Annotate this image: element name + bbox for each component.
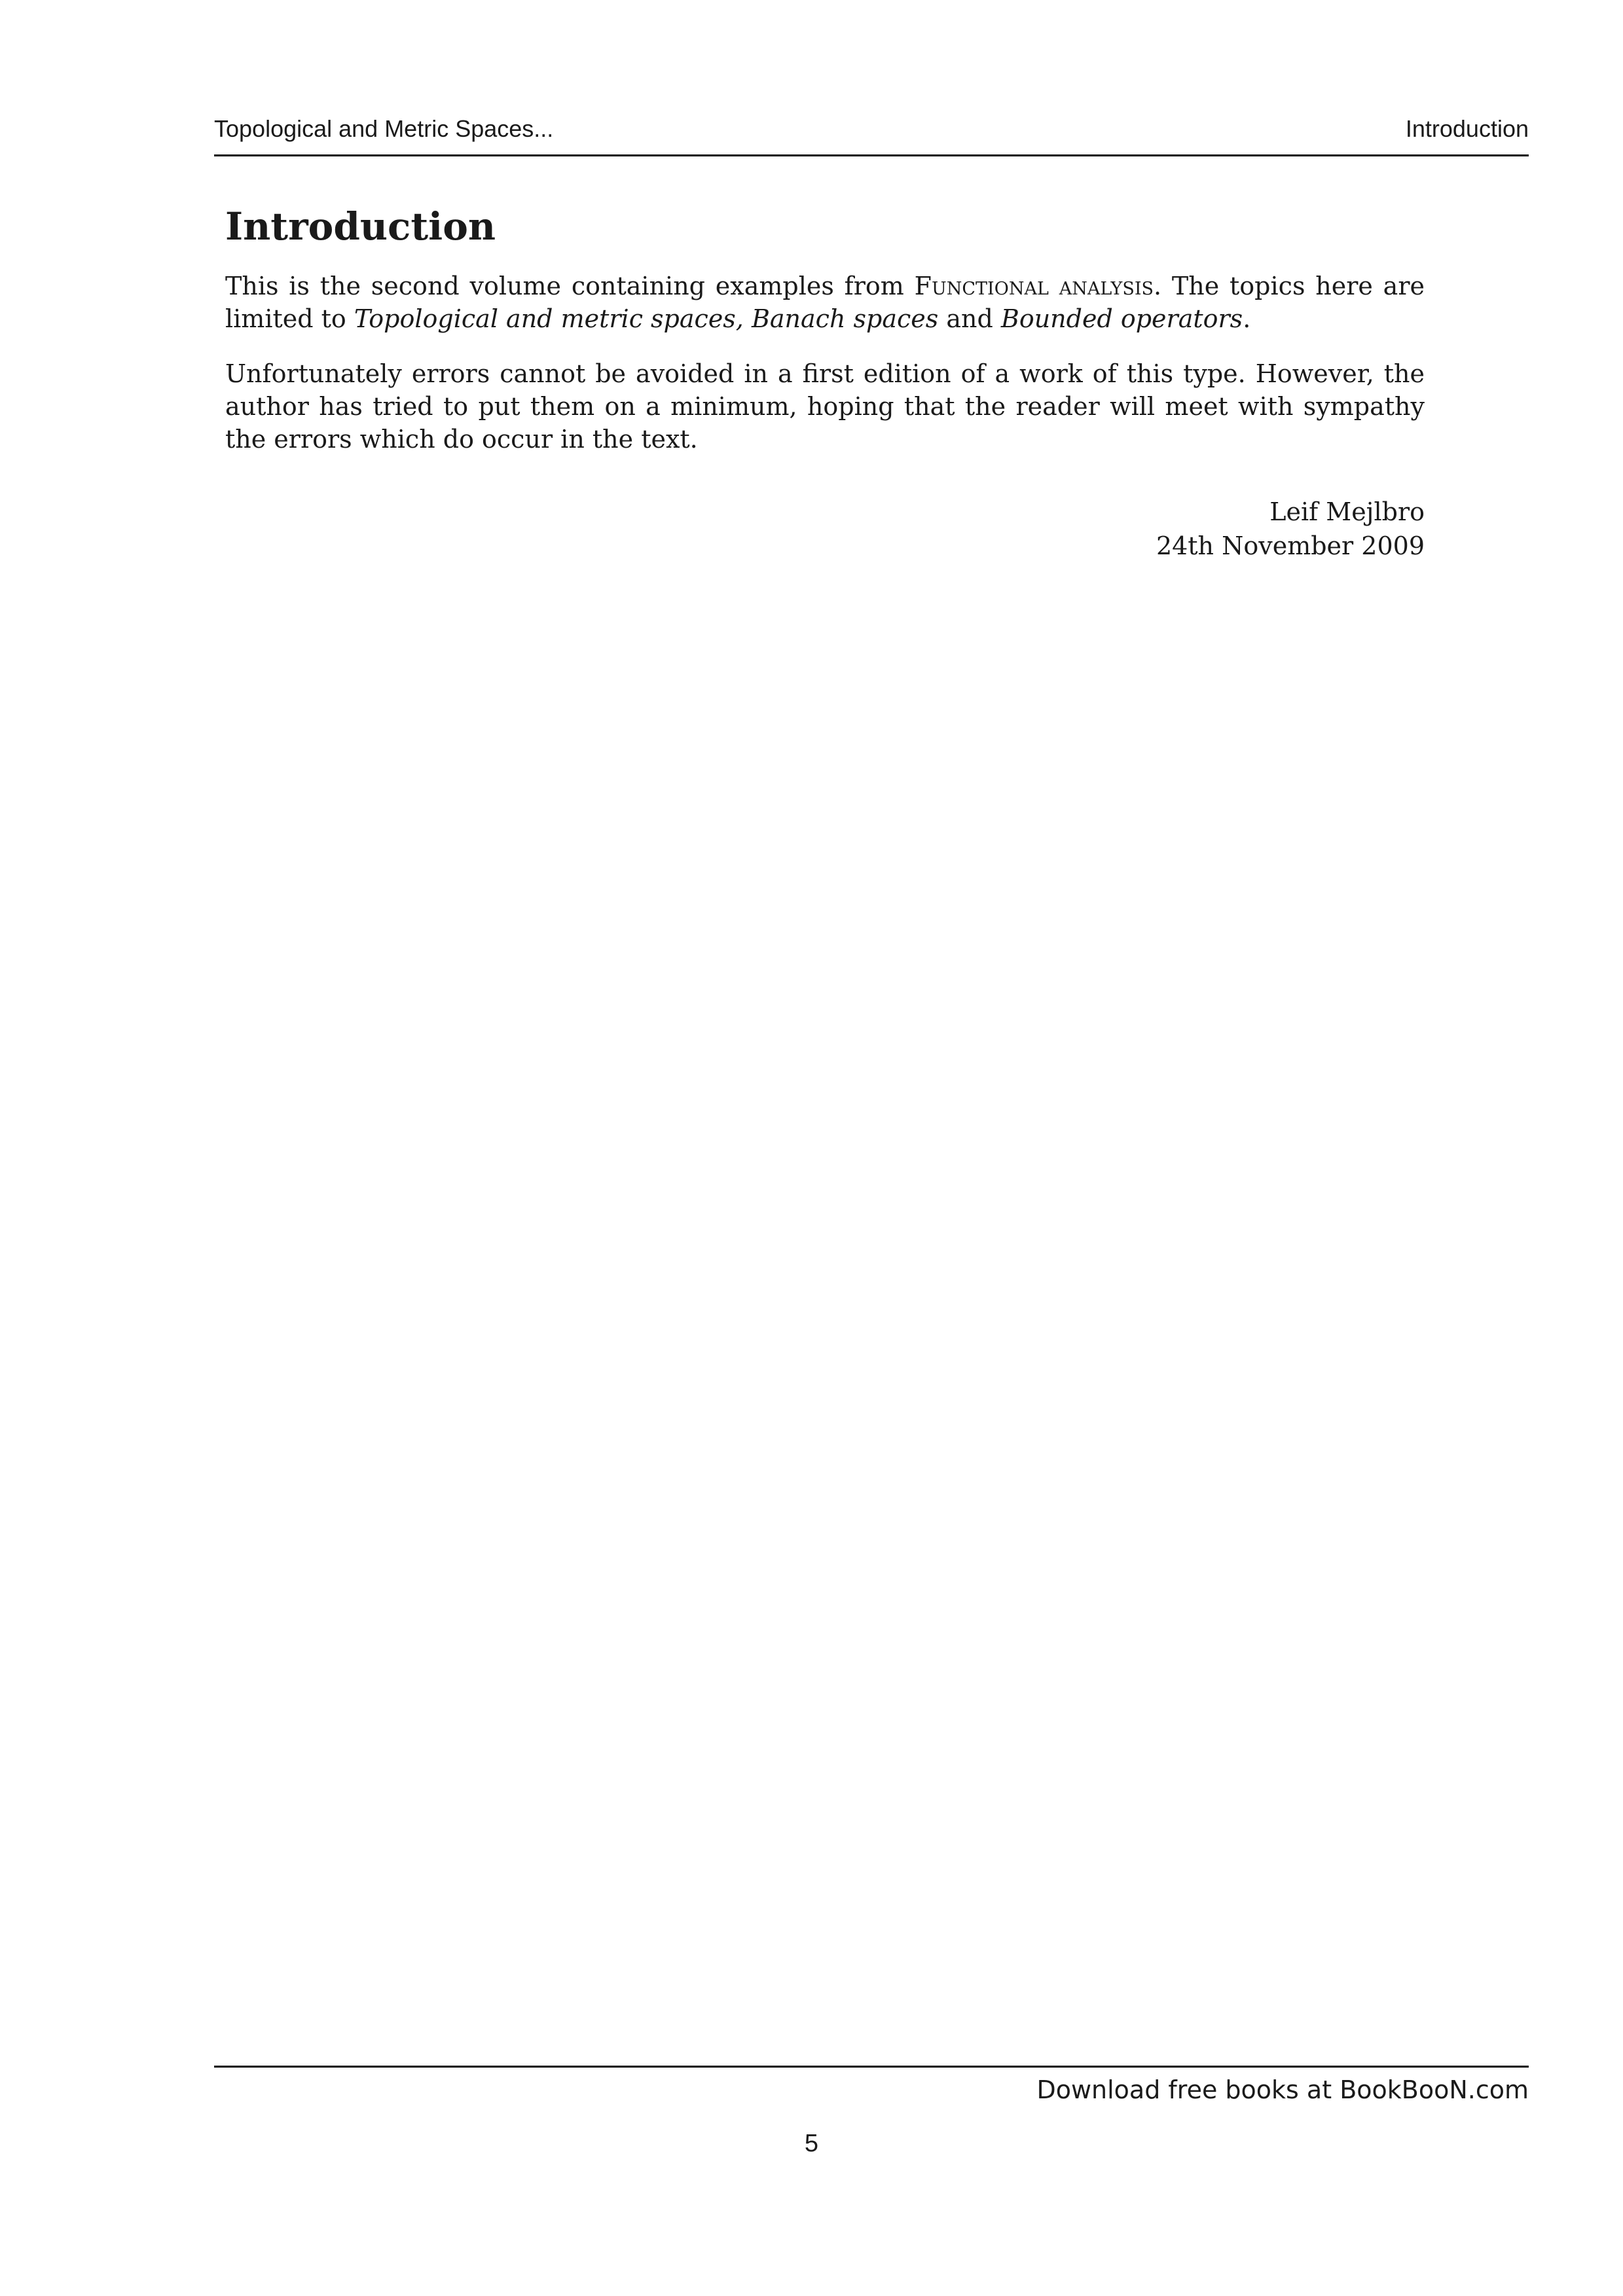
paragraph1-italic-operators: Bounded operators [1000,304,1243,333]
signature-block [225,495,1425,563]
intro-paragraph-2: Unfortunately errors cannot be avoided in a first edition of a work of this type. However, the author has tried to put them on a minimum, hoping that the reader will meet with sympathy the errors which do occur in the text. [225,359,1425,454]
signature-date: 24th November 2009 [1156,531,1425,560]
paragraph1-smallcaps-title: Functional analysis [914,272,1154,300]
header-chapter-title: Introduction [1405,115,1529,142]
page-number: 5 [804,2130,819,2157]
main-content [225,203,1425,563]
page-title: Introduction [225,204,496,249]
page-footer [214,2066,1529,2104]
paragraph1-text-2: . The topics here are limited to [225,272,1425,333]
paragraph1-text-4: . [1243,304,1251,333]
author-name: Leif Mejlbro [1269,497,1425,526]
header-book-title: Topological and Metric Spaces... [214,115,554,142]
paragraph1-italic-topics: Topological and metric spaces, Banach spaces [354,304,939,333]
download-link[interactable]: Download free books at BookBooN.com [1036,2075,1529,2104]
intro-paragraph-1 [225,270,1425,335]
paragraph1-text-3: and [938,304,1001,333]
running-header [214,110,1529,156]
paragraph1-text-1: This is the second volume containing examples from [225,272,915,300]
